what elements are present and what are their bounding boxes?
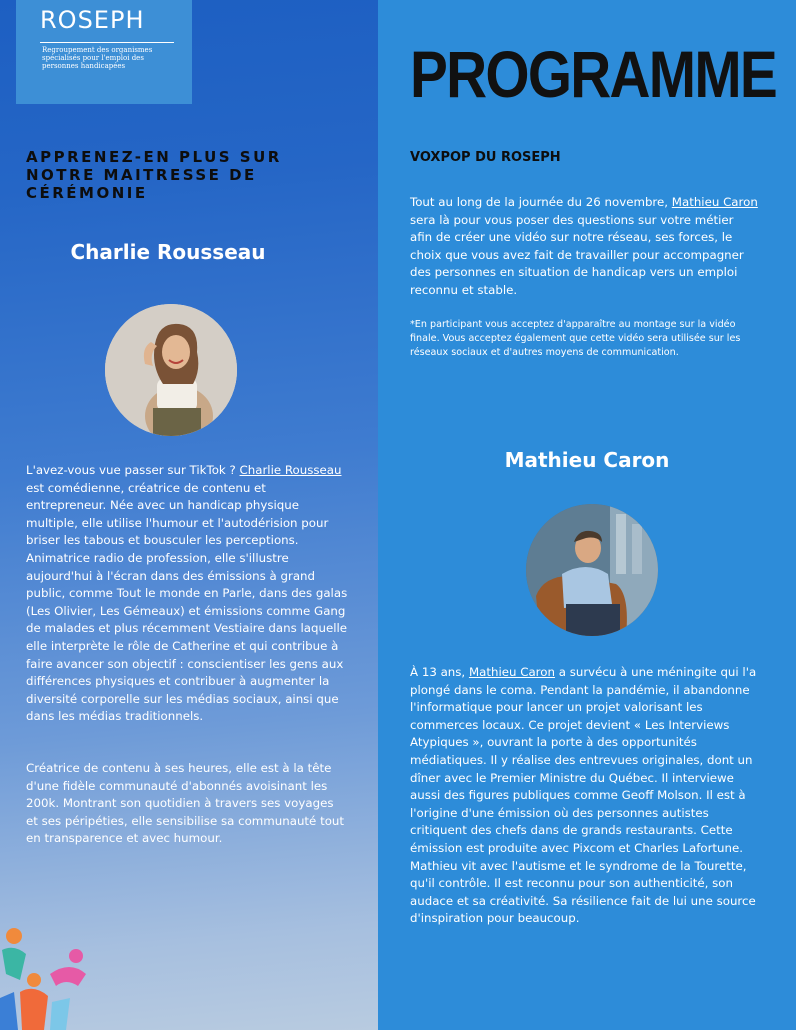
emcee-name: Charlie Rousseau xyxy=(70,240,266,264)
charlie-rousseau-photo xyxy=(105,304,237,436)
logo-tagline: Regroupement des organismes spécialisés pour l'emploi des personnes handicapées xyxy=(42,46,153,70)
mathieu-caron-link[interactable]: Mathieu Caron xyxy=(671,195,758,209)
charlie-rousseau-link[interactable]: Charlie Rousseau xyxy=(239,463,342,477)
host-name: Mathieu Caron xyxy=(504,448,670,472)
people-figures-icon xyxy=(0,922,92,1030)
host-bio-intro-text: À 13 ans, xyxy=(410,665,469,679)
host-bio xyxy=(410,664,758,928)
host-bio-body-text: a survécu à une méningite qui l'a plongé dans le coma. Pendant la pandémie, il abandonne l'informatique pour lancer un projet valorisant les commerces locaux. Ce projet devient « Les Interviews Atypiques », ouvrant la porte à des opportunités médiatiques. Il y réalise des entrevues originales, dont un dîner avec le Premier Ministre du Québec. Il interviewe aussi des figures publiques comme Geoff Molson. Il est à l'origine d'une émission où des personnes autistes critiquent des chefs dans de grands restaurants. Cette émission est produite avec Pixcom et Charles Lafortune. Mathieu vit avec l'autisme et le syndrome de la Tourette, qu'il contrôle. Il est reconnu pour son authenticité, son audace et sa créativité. Sa résilience fait de lui une source d'inspiration pour beaucoup. xyxy=(410,665,757,926)
voxpop-description xyxy=(410,194,758,300)
emcee-bio-paragraph-2: Créatrice de contenu à ses heures, elle est à la tête d'une fidèle communauté d'abonnés avoisinant les 200k. Montrant son quotidien à travers ses voyages et ses péripéties, elle sensibilise sa communauté tout en transparence et avec humour. xyxy=(26,761,345,846)
mathieu-caron-photo xyxy=(526,504,658,636)
logo-wordmark: ROSEPH xyxy=(40,6,145,34)
mathieu-caron-bio-link[interactable]: Mathieu Caron xyxy=(468,665,555,679)
voxpop-intro-text: Tout au long de la journée du 26 novembre, xyxy=(410,195,672,209)
voxpop-body-text: sera là pour vous poser des questions sur votre métier afin de créer une vidéo sur notre réseau, ses forces, le choix que vous avez fait de travailler pour accompagner des personnes en situation de handicap vers un emploi reconnu et stable. xyxy=(410,212,744,297)
emcee-heading: APPRENEZ-EN PLUS SUR NOTRE MAITRESSE DE CÉRÉMONIE xyxy=(26,148,282,202)
logo-divider xyxy=(40,42,174,43)
page-title: PROGRAMME xyxy=(410,37,777,111)
consent-note: *En participant vous acceptez d'apparaître au montage sur la vidéo finale. Vous acceptez également que cette vidéo sera utilisée sur les réseaux sociaux et d'autres moyens de communication. xyxy=(410,319,741,358)
emcee-bio-paragraph-1 xyxy=(26,462,348,726)
bio-intro-text: L'avez-vous vue passer sur TikTok ? xyxy=(26,463,240,477)
voxpop-heading: VOXPOP DU ROSEPH xyxy=(410,150,561,165)
logo-box xyxy=(16,0,192,104)
bio-body-text: est comédienne, créatrice de contenu et entrepreneur. Née avec un handicap physique multiple, elle utilise l'humour et l'autodérision pour briser les tabous et bousculer les perceptions. Animatrice radio de profession, elle s'illustre aujourd'hui à l'écran dans des émissions à grand public, comme Tout le monde en Parle, dans des galas (Les Olivier, Les Gémeaux) et émissions comme Gang de malades et plus récemment Vestiaire dans laquelle elle interprète le rôle de Catherine et qui contribue à faire avancer son objectif : conscientiser les gens aux différences physiques et contribuer à augmenter la diversité corporelle sur les médias sociaux, ainsi que dans les médias traditionnels. xyxy=(26,480,348,724)
